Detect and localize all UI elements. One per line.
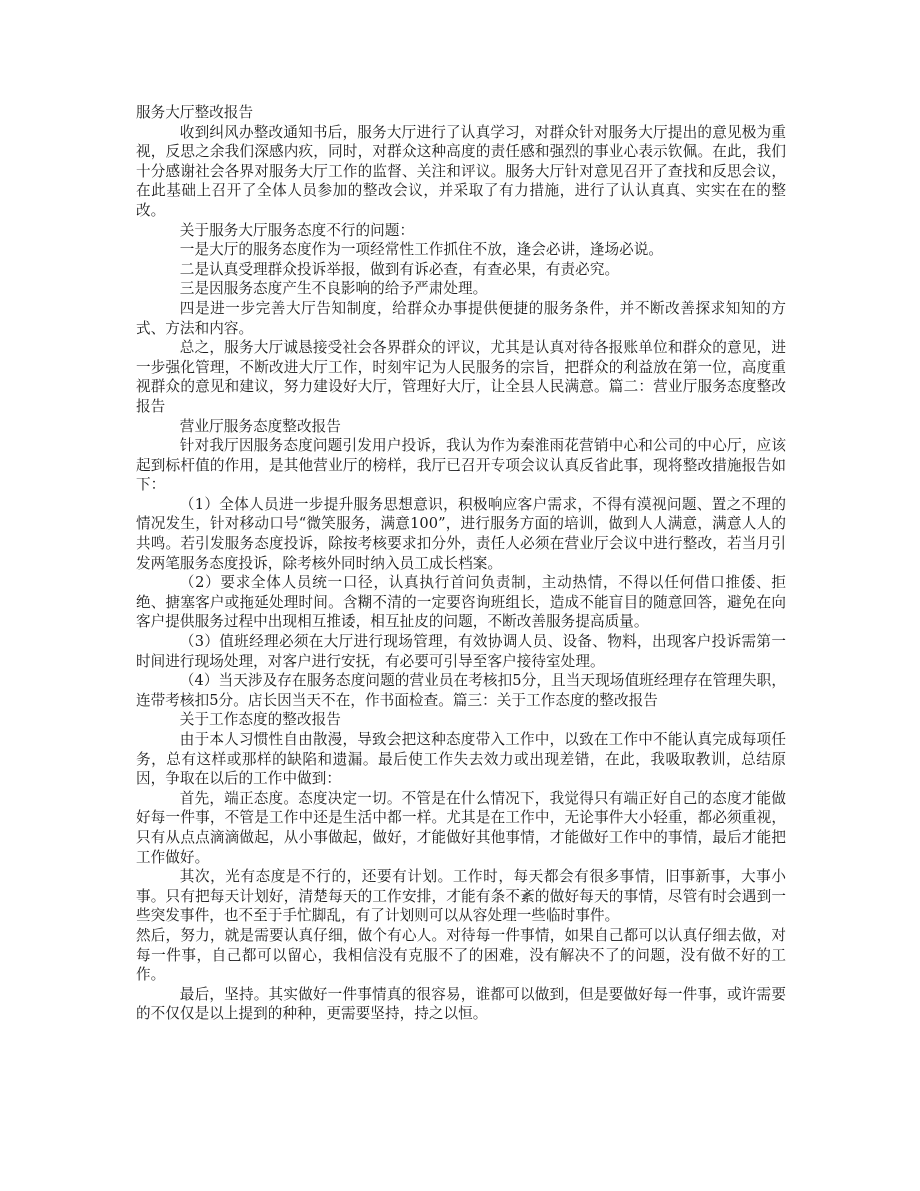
paragraph-measure-1: （1）全体人员进一步提升服务思想意识，积极响应客户需求，不得有漠视问题、置之不理的情况发生，针对移动口号“微笑服务，满意100”，进行服务方面的培训，做到人人满意，满意人人的共鸣。若引发服务态度投诉，除按考核要求扣分外，责任人必须在营业厅会议中进行整改，若当月引发两笔服务态度投诉，除考核外同时纳入员工成长档案。 [136,495,786,572]
paragraph-point-2: 二是认真受理群众投诉举报，做到有诉必查，有查必果，有责必究。 [179,260,620,278]
paragraph-intro: 收到纠风办整改通知书后，服务大厅进行了认真学习，对群众针对服务大厅提出的意见极为重视，反思之余我们深感内疚，同时，对群众这种高度的责任感和强烈的事业心表示钦佩。在此，我们十分感谢社会各界对服务大厅工作的监督、关注和评议。服务大厅针对意见召开了查找和反思会议，在此基础上召开了全体人员参加的整改会议，并采取了有力措施，进行了认认真真、实实在在的整改。 [136,123,786,219]
paragraph-heading-attitude: 关于服务大厅服务态度不行的问题： [179,221,415,239]
paragraph-point-1: 一是大厅的服务态度作为一项经常性工作抓住不放，逢会必讲，逢场必说。 [179,241,664,259]
paragraph-summary: 总之，服务大厅诚恳接受社会各界群众的评议，尤其是认真对待各报账单位和群众的意见，进一步强化管理，不断改进大厅工作，时刻牢记为人民服务的宗旨，把群众的利益放在第一位，高度重视群众的意见和建议，努力建设好大厅，管理好大厅，让全县人民满意。篇二：营业厅服务态度整改报告 [136,339,786,415]
paragraph-reason: 由于本人习惯性自由散漫，导致会把这种态度带入工作中，以致在工作中不能认真完成每项任务，总有这样或那样的缺陷和遗漏。最后使工作失去效力或出现差错，在此，我吸取教训，总结原因，争取在以后的工作中做到： [136,731,786,788]
paragraph-measure-4: （4）当天涉及存在服务态度问题的营业员在考核扣5分，且当天现场值班经理存在管理失职，连带考核扣5分。店长因当天不在，作书面检查。篇三：关于工作态度的整改报告 [136,672,786,709]
document-body [136,103,786,1024]
paragraph-finally: 最后，坚持。其实做好一件事情真的很容易，谁都可以做到，但是要做好每一件事，或许需要的不仅仅是以上提到的种种，更需要坚持，持之以恒。 [136,985,786,1023]
paragraph-complaint: 针对我厅因服务态度问题引发用户投诉，我认为作为秦淮雨花营销中心和公司的中心厅，应该起到标杆值的作用，是其他营业厅的榜样，我厅已召开专项会议认真反省此事，现将整改措施报告如下： [136,437,786,494]
paragraph-subtitle-2: 营业厅服务态度整改报告 [179,417,341,435]
paragraph-first: 首先，端正态度。态度决定一切。不管是在什么情况下，我觉得只有端正好自己的态度才能做好每一件事，不管是工作中还是生活中都一样。尤其是在工作中，无论事件大小轻重，都必须重视，只有从点点滴滴做起，从小事做起，做好，才能做好其他事情，才能做好工作中的事情，最后才能把工作做好。 [136,789,786,866]
document-title: 服务大厅整改报告 [136,104,254,121]
paragraph-then: 然后，努力，就是需要认真仔细，做个有心人。对待每一件事情，如果自己都可以认真仔细去做，对每一件事，自己都可以留心，我相信没有克服不了的困难，没有解决不了的问题，没有做不好的工作。 [136,926,786,984]
paragraph-measure-2: （2）要求全体人员统一口径，认真执行首问负责制，主动热情，不得以任何借口推倭、拒绝、搪塞客户或拖延处理时间。含糊不清的一定要咨询班组长，造成不能盲目的随意回答，避免在向客户提供服务过程中出现相互推诿，相互扯皮的问题，不断改善服务提高质量。 [136,574,786,631]
paragraph-point-4: 四是进一步完善大厅告知制度，给群众办事提供便捷的服务条件，并不断改善探求知知的方式、方法和内容。 [136,299,786,337]
paragraph-point-3: 三是因服务态度产生不良影响的给予严肃处理。 [179,280,488,298]
paragraph-subtitle-3: 关于工作态度的整改报告 [179,711,341,729]
paragraph-second: 其次，光有态度是不行的，还要有计划。工作时，每天都会有很多事情，旧事新事，大事小事。只有把每天计划好，清楚每天的工作安排，才能有条不紊的做好每天的事情，尽管有时会遇到一些突发事件，也不至于手忙脚乱，有了计划则可以从容处理一些临时事件。 [136,868,786,925]
paragraph-measure-3: （3）值班经理必须在大厅进行现场管理，有效协调人员、设备、物料，出现客户投诉需第一时间进行现场处理，对客户进行安抚，有必要可引导至客户接待室处理。 [136,633,786,670]
